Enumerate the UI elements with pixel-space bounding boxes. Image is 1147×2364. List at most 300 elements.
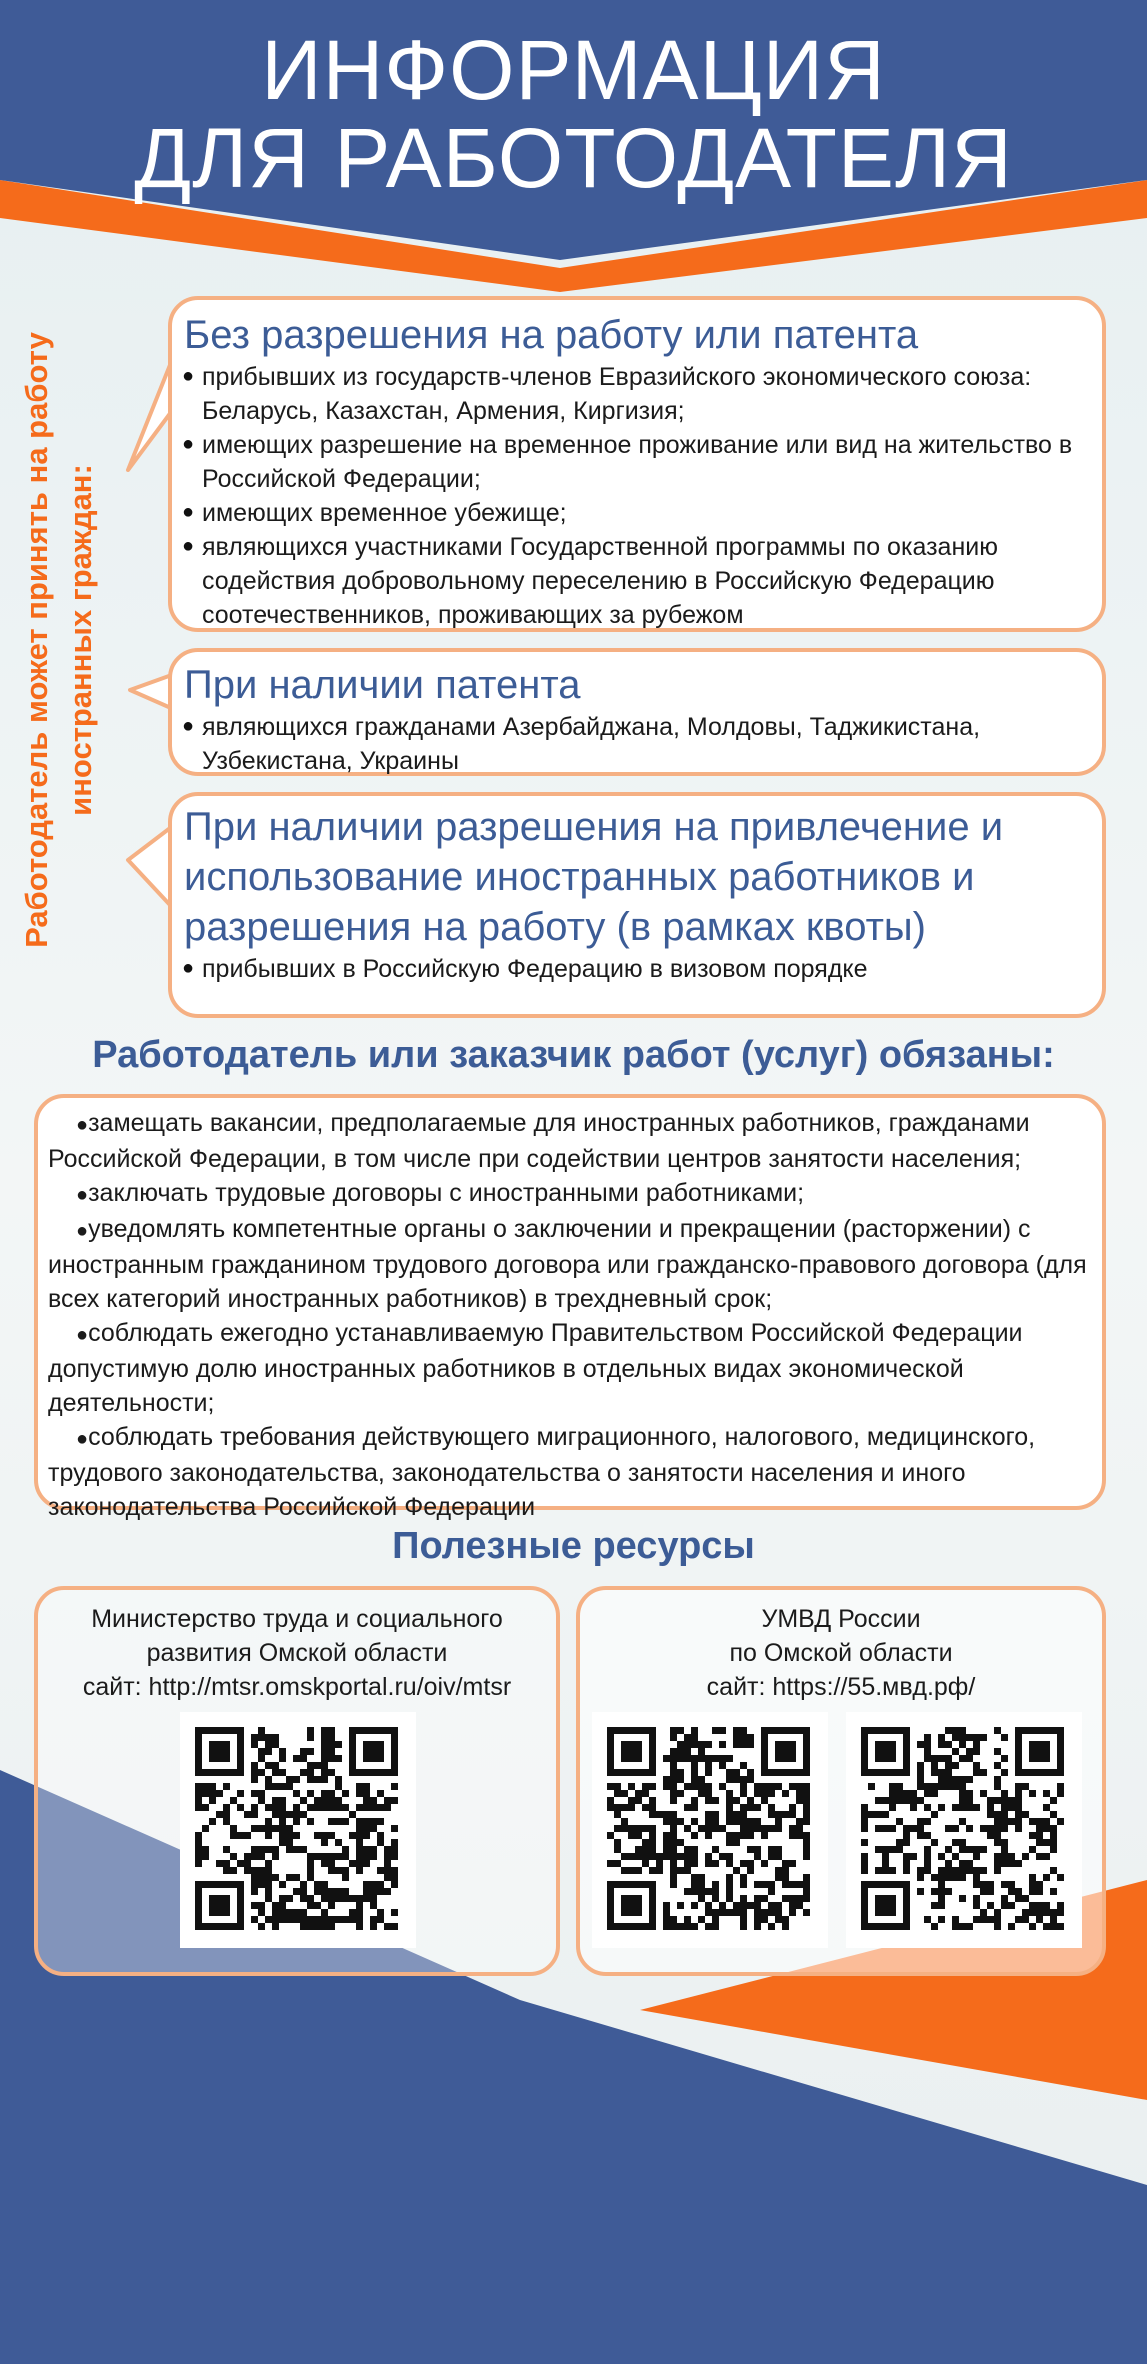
qr-module (251, 1888, 258, 1895)
qr-module (691, 1818, 698, 1825)
qr-module (391, 1867, 398, 1874)
qr-module (861, 1825, 868, 1832)
qr-module (684, 1853, 691, 1860)
qr-module (670, 1867, 677, 1874)
qr-module (803, 1783, 810, 1790)
qr-module (328, 1804, 335, 1811)
qr-module (1015, 1860, 1022, 1867)
qr-module (861, 1860, 868, 1867)
qr-module (1029, 1874, 1036, 1881)
qr-module (1057, 1902, 1064, 1909)
qr-module (628, 1825, 635, 1832)
qr-module (768, 1923, 775, 1930)
qr-module (973, 1895, 980, 1902)
list-item: ● прибывших из государств-членов Евразийского экономического союза: Беларусь, Казахстан, Армения, Киргизия; (184, 360, 1088, 428)
qr-module (363, 1832, 370, 1839)
qr-module (272, 1846, 279, 1853)
qr-module (251, 1790, 258, 1797)
qr-module (356, 1902, 363, 1909)
qr-module (782, 1860, 789, 1867)
qr-module (230, 1867, 237, 1874)
qr-module (279, 1755, 286, 1762)
qr-module (931, 1762, 938, 1769)
qr-module (279, 1895, 286, 1902)
qr-module (987, 1888, 994, 1895)
qr-module (938, 1881, 945, 1888)
qr-module (945, 1888, 952, 1895)
qr-module (656, 1811, 663, 1818)
qr-module (251, 1853, 258, 1860)
qr-module (328, 1902, 335, 1909)
qr-module (377, 1881, 384, 1888)
qr-module (973, 1867, 980, 1874)
qr-module (768, 1888, 775, 1895)
qr-module (321, 1895, 328, 1902)
qr-module (370, 1853, 377, 1860)
qr-module (307, 1818, 314, 1825)
qr-module (768, 1783, 775, 1790)
qr-module (733, 1727, 740, 1734)
qr-module (300, 1881, 307, 1888)
qr-module (747, 1734, 754, 1741)
qr-module (803, 1804, 810, 1811)
qr-module (335, 1783, 342, 1790)
qr-module (959, 1818, 966, 1825)
qr-module (1057, 1818, 1064, 1825)
resource-name-line-1: УМВД России (761, 1605, 921, 1633)
qr-module (286, 1825, 293, 1832)
qr-module (677, 1923, 684, 1930)
qr-module (966, 1734, 973, 1741)
qr-module (959, 1860, 966, 1867)
qr-module (1050, 1846, 1057, 1853)
qr-module (314, 1776, 321, 1783)
qr-module (712, 1923, 719, 1930)
qr-module (349, 1909, 356, 1916)
list-item (48, 1420, 1088, 1524)
qr-module (307, 1748, 314, 1755)
qr-module (691, 1797, 698, 1804)
qr-module (663, 1832, 670, 1839)
qr-module (882, 1860, 889, 1867)
qr-module (698, 1748, 705, 1755)
qr-module (321, 1769, 328, 1776)
qr-module (384, 1853, 391, 1860)
qr-module (195, 1783, 202, 1790)
qr-module (272, 1923, 279, 1930)
qr-module (321, 1804, 328, 1811)
qr-module (384, 1874, 391, 1881)
qr-module (875, 1797, 882, 1804)
qr-module (994, 1923, 1001, 1930)
qr-module (635, 1846, 642, 1853)
qr-module (931, 1811, 938, 1818)
qr-module (775, 1783, 782, 1790)
qr-module (635, 1790, 642, 1797)
qr-module (1029, 1790, 1036, 1797)
qr-module (712, 1818, 719, 1825)
section-box-no-permit (168, 296, 1106, 632)
qr-module (705, 1790, 712, 1797)
qr-module (342, 1895, 349, 1902)
qr-module (959, 1797, 966, 1804)
qr-finder (621, 1741, 642, 1762)
qr-module (377, 1867, 384, 1874)
qr-module (684, 1846, 691, 1853)
qr-module (321, 1923, 328, 1930)
qr-module (649, 1811, 656, 1818)
qr-module (740, 1734, 747, 1741)
qr-module (1043, 1902, 1050, 1909)
qr-module (670, 1734, 677, 1741)
qr-module (966, 1860, 973, 1867)
qr-module (663, 1755, 670, 1762)
qr-module (1050, 1888, 1057, 1895)
qr-module (209, 1790, 216, 1797)
qr-module (677, 1769, 684, 1776)
qr-module (293, 1804, 300, 1811)
qr-module (391, 1874, 398, 1881)
qr-module (966, 1797, 973, 1804)
qr-module (377, 1804, 384, 1811)
qr-module (670, 1783, 677, 1790)
qr-module (684, 1888, 691, 1895)
qr-module (747, 1846, 754, 1853)
qr-module (938, 1741, 945, 1748)
qr-module (903, 1867, 910, 1874)
qr-module (1036, 1888, 1043, 1895)
qr-module (987, 1797, 994, 1804)
qr-module (761, 1916, 768, 1923)
qr-module (705, 1783, 712, 1790)
qr-module (994, 1867, 1001, 1874)
qr-module (272, 1783, 279, 1790)
qr-module (335, 1818, 342, 1825)
qr-module (705, 1741, 712, 1748)
qr-module (868, 1811, 875, 1818)
qr-module (258, 1881, 265, 1888)
qr-module (321, 1909, 328, 1916)
qr-module (258, 1727, 265, 1734)
qr-module (663, 1776, 670, 1783)
qr-module (691, 1853, 698, 1860)
qr-module (684, 1916, 691, 1923)
qr-module (356, 1916, 363, 1923)
qr-module (987, 1881, 994, 1888)
qr-module (293, 1818, 300, 1825)
qr-module (223, 1783, 230, 1790)
qr-module (691, 1741, 698, 1748)
qr-module (782, 1895, 789, 1902)
qr-module (328, 1888, 335, 1895)
qr-module (1008, 1804, 1015, 1811)
qr-module (875, 1825, 882, 1832)
qr-module (754, 1923, 761, 1930)
qr-module (861, 1818, 868, 1825)
qr-module (677, 1727, 684, 1734)
qr-module (931, 1874, 938, 1881)
section-list (184, 952, 1088, 986)
qr-module (279, 1769, 286, 1776)
qr-module (272, 1797, 279, 1804)
qr-module (931, 1839, 938, 1846)
qr-module (621, 1853, 628, 1860)
qr-module (1029, 1909, 1036, 1916)
qr-module (272, 1909, 279, 1916)
qr-module (670, 1853, 677, 1860)
qr-module (705, 1853, 712, 1860)
qr-module (356, 1895, 363, 1902)
qr-module (670, 1874, 677, 1881)
qr-module (607, 1804, 614, 1811)
list-item (48, 1106, 1088, 1176)
qr-module (663, 1846, 670, 1853)
qr-module (1001, 1881, 1008, 1888)
qr-module (712, 1811, 719, 1818)
qr-module (202, 1790, 209, 1797)
qr-module (740, 1804, 747, 1811)
qr-code-umvd-1[interactable] (592, 1712, 828, 1948)
qr-module (719, 1727, 726, 1734)
qr-module (1029, 1923, 1036, 1930)
qr-module (272, 1734, 279, 1741)
qr-module (903, 1825, 910, 1832)
qr-module (896, 1839, 903, 1846)
qr-finder (875, 1895, 896, 1916)
qr-module (642, 1860, 649, 1867)
qr-module (370, 1916, 377, 1923)
qr-module (265, 1916, 272, 1923)
qr-module (293, 1755, 300, 1762)
qr-module (768, 1902, 775, 1909)
qr-module (952, 1867, 959, 1874)
qr-module (980, 1769, 987, 1776)
qr-module (209, 1818, 216, 1825)
qr-module (370, 1888, 377, 1895)
qr-module (796, 1825, 803, 1832)
qr-module (775, 1902, 782, 1909)
qr-module (230, 1797, 237, 1804)
qr-module (244, 1853, 251, 1860)
qr-module (265, 1846, 272, 1853)
qr-module (265, 1762, 272, 1769)
qr-module (952, 1727, 959, 1734)
qr-module (789, 1832, 796, 1839)
qr-module (789, 1804, 796, 1811)
qr-module (307, 1734, 314, 1741)
qr-module (740, 1811, 747, 1818)
resource-url[interactable]: сайт: https://55.мвд.рф/ (706, 1673, 976, 1701)
qr-module (265, 1804, 272, 1811)
qr-module (307, 1804, 314, 1811)
qr-module (335, 1853, 342, 1860)
qr-module (265, 1734, 272, 1741)
qr-module (1057, 1923, 1064, 1930)
qr-module (670, 1846, 677, 1853)
qr-module (910, 1853, 917, 1860)
qr-module (740, 1783, 747, 1790)
qr-module (726, 1776, 733, 1783)
qr-module (882, 1867, 889, 1874)
qr-module (642, 1783, 649, 1790)
qr-module (251, 1916, 258, 1923)
qr-module (202, 1783, 209, 1790)
qr-module (265, 1832, 272, 1839)
qr-module (733, 1839, 740, 1846)
qr-module (910, 1825, 917, 1832)
qr-module (938, 1734, 945, 1741)
qr-module (286, 1909, 293, 1916)
qr-module (740, 1923, 747, 1930)
qr-module (882, 1797, 889, 1804)
qr-module (733, 1797, 740, 1804)
qr-module (321, 1797, 328, 1804)
qr-module (1008, 1797, 1015, 1804)
qr-module (705, 1797, 712, 1804)
qr-module (1008, 1888, 1015, 1895)
qr-module (384, 1867, 391, 1874)
qr-module (740, 1916, 747, 1923)
resources-title: Полезные ресурсы (392, 1525, 755, 1567)
qr-module (994, 1839, 1001, 1846)
qr-module (251, 1825, 258, 1832)
qr-module (1001, 1734, 1008, 1741)
qr-module (754, 1804, 761, 1811)
qr-module (251, 1804, 258, 1811)
qr-module (733, 1832, 740, 1839)
qr-module (314, 1797, 321, 1804)
qr-module (1043, 1909, 1050, 1916)
qr-module (293, 1790, 300, 1797)
qr-module (384, 1797, 391, 1804)
qr-module (1008, 1818, 1015, 1825)
qr-module (265, 1748, 272, 1755)
qr-module (272, 1804, 279, 1811)
qr-module (917, 1797, 924, 1804)
qr-module (924, 1734, 931, 1741)
resource-name-line-2: развития Омской области (146, 1639, 448, 1667)
qr-code-umvd-2[interactable] (846, 1712, 1082, 1948)
qr-module (796, 1902, 803, 1909)
qr-module (321, 1755, 328, 1762)
qr-module (321, 1776, 328, 1783)
qr-module (889, 1790, 896, 1797)
qr-module (1022, 1909, 1029, 1916)
qr-module (698, 1888, 705, 1895)
qr-module (789, 1811, 796, 1818)
qr-module (307, 1860, 314, 1867)
qr-module (726, 1832, 733, 1839)
section-heading: При наличии разрешения на привлечение и использование иностранных работников и разрешения на работу (в рамках квоты) (184, 805, 1004, 949)
qr-code-mintrud[interactable] (180, 1712, 416, 1948)
qr-module (959, 1790, 966, 1797)
qr-module (628, 1867, 635, 1874)
qr-module (952, 1853, 959, 1860)
qr-module (1001, 1755, 1008, 1762)
qr-module (705, 1902, 712, 1909)
qr-module (875, 1867, 882, 1874)
qr-module (726, 1853, 733, 1860)
qr-module (691, 1874, 698, 1881)
qr-module (335, 1755, 342, 1762)
qr-module (994, 1762, 1001, 1769)
qr-module (363, 1797, 370, 1804)
qr-module (356, 1818, 363, 1825)
qr-module (691, 1804, 698, 1811)
qr-module (293, 1811, 300, 1818)
qr-module (670, 1825, 677, 1832)
qr-module (959, 1734, 966, 1741)
qr-module (910, 1797, 917, 1804)
qr-module (712, 1895, 719, 1902)
qr-module (803, 1832, 810, 1839)
qr-module (328, 1797, 335, 1804)
qr-module (952, 1916, 959, 1923)
qr-module (889, 1825, 896, 1832)
qr-module (959, 1874, 966, 1881)
qr-module (917, 1867, 924, 1874)
qr-module (202, 1804, 209, 1811)
qr-module (1001, 1811, 1008, 1818)
qr-module (279, 1839, 286, 1846)
qr-module (973, 1762, 980, 1769)
qr-module (251, 1874, 258, 1881)
qr-module (959, 1923, 966, 1930)
qr-module (938, 1853, 945, 1860)
qr-module (328, 1867, 335, 1874)
qr-module (691, 1755, 698, 1762)
qr-module (237, 1832, 244, 1839)
qr-module (889, 1783, 896, 1790)
qr-module (209, 1797, 216, 1804)
qr-module (670, 1776, 677, 1783)
qr-module (307, 1895, 314, 1902)
qr-module (740, 1881, 747, 1888)
qr-module (966, 1923, 973, 1930)
qr-module (691, 1762, 698, 1769)
qr-module (973, 1769, 980, 1776)
qr-module (754, 1881, 761, 1888)
qr-module (775, 1811, 782, 1818)
qr-module (279, 1909, 286, 1916)
qr-module (903, 1797, 910, 1804)
qr-module (258, 1867, 265, 1874)
qr-module (1029, 1818, 1036, 1825)
qr-module (607, 1797, 614, 1804)
qr-module (889, 1797, 896, 1804)
qr-module (973, 1881, 980, 1888)
qr-module (684, 1748, 691, 1755)
qr-module (614, 1839, 621, 1846)
qr-module (251, 1881, 258, 1888)
qr-module (663, 1909, 670, 1916)
qr-module (789, 1783, 796, 1790)
qr-module (321, 1839, 328, 1846)
qr-module (691, 1727, 698, 1734)
qr-module (761, 1909, 768, 1916)
qr-module (889, 1867, 896, 1874)
qr-module (796, 1783, 803, 1790)
qr-module (677, 1741, 684, 1748)
qr-module (363, 1895, 370, 1902)
qr-module (258, 1853, 265, 1860)
resource-url[interactable]: сайт: http://mtsr.omskportal.ru/oiv/mtsr (82, 1673, 512, 1701)
qr-module (223, 1804, 230, 1811)
qr-module (1015, 1783, 1022, 1790)
qr-module (286, 1839, 293, 1846)
qr-module (321, 1860, 328, 1867)
qr-module (335, 1888, 342, 1895)
